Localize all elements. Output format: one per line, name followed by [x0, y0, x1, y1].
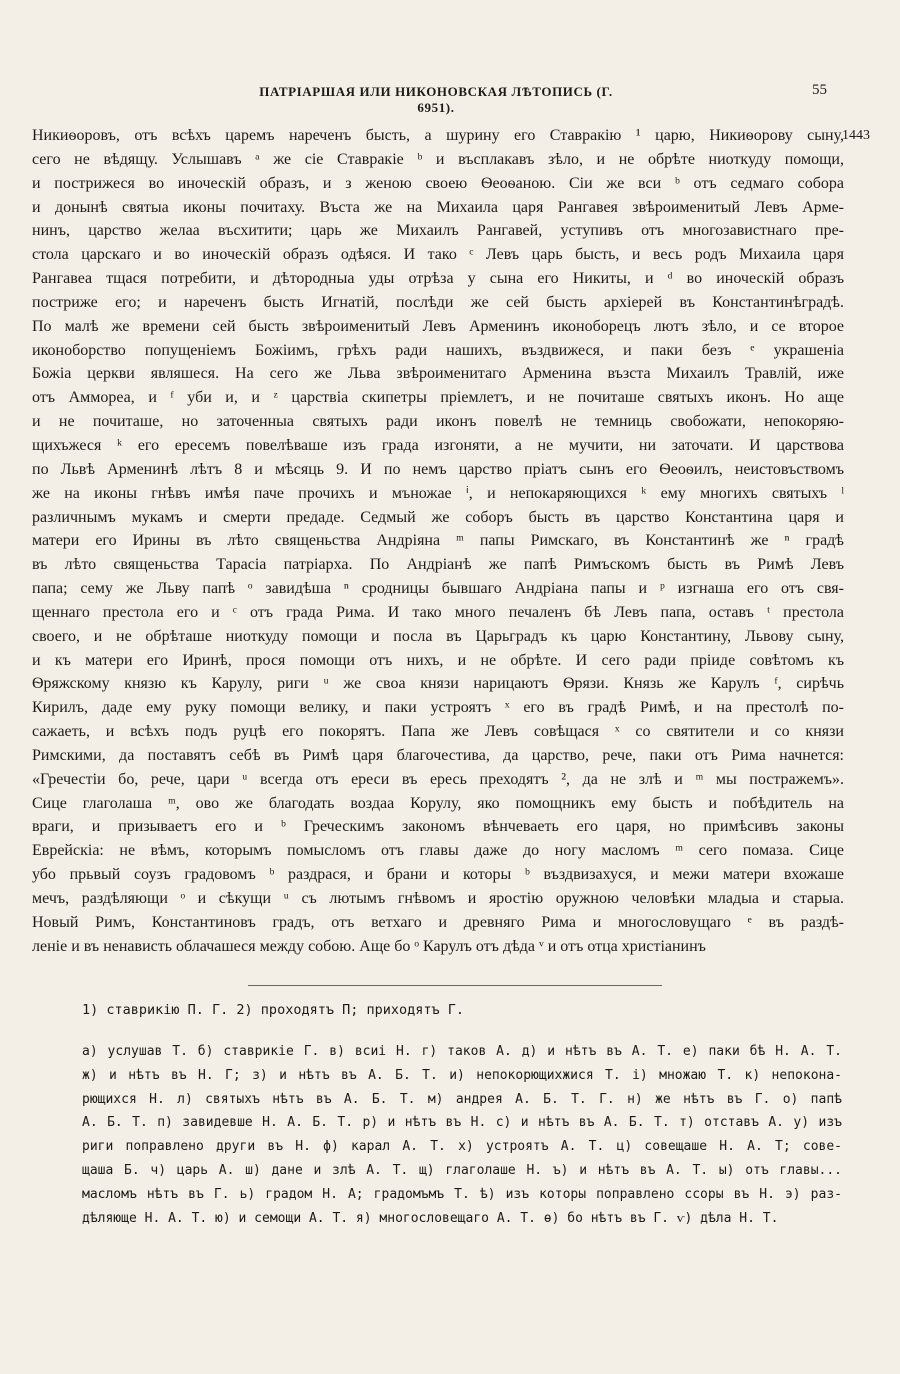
text-line: Никиѳоровъ, отъ всѣхъ царемъ нареченъ бысть, а шурину его Ставракію ¹ царю, Никиѳорову сыну,	[32, 127, 844, 144]
text-line: стола царскаго и во иноческій образъ одѣяся. И тако ᶜ Левъ царь бысть, и весь родъ Михаила царя	[32, 246, 844, 264]
text-line: щихъжеся ᵏ его ересемъ повелѣваше изъ града изгоняти, а не мучити, ни заточати. И царствова	[32, 436, 844, 454]
text-line: своего, и не обрѣташе ниоткуду помощи и посла въ Царьградъ къ царю Константину, Львову сыну,	[32, 627, 844, 645]
text-line: различнымъ мукамъ и смерти предаде. Седмый же соборъ бысть въ царство Константина царя и	[32, 508, 844, 526]
text-line: же на иконы гнѣвъ имѣя паче прочихъ и мъножае ⁱ, и непокаряющихся ᵏ ему многихъ святыхъ ˡ	[32, 484, 844, 502]
text-line: Еврейскіа: не вѣмъ, которымъ помысломъ отъ главы даже до ногу масломъ ᵐ сего помаза. Сице	[32, 842, 844, 860]
footnote-line: А. Б. Т. п) завидевше Н. А. Б. Т. р) и нѣтъ въ Н. с) и нѣтъ въ А. Б. Т. т) отставъ А. у) изъ	[82, 1115, 842, 1131]
text-line: Рангавеа тщася потребити, и дѣтородныа уды отрѣза у сына его Никиты, и ᵈ во иноческій образъ	[32, 270, 844, 288]
running-header: ПАТРІАРШАЯ ИЛИ НИКОНОВСКАЯ ЛѢТОПИСЬ (Г. 6951).	[259, 84, 613, 115]
text-line: нинъ, царство желаа въсхитити; царь же Михаилъ Рангавей, уступивъ отъ многозавистнаго пре-	[32, 222, 844, 240]
footnote-divider	[248, 985, 662, 986]
text-line: Кирилъ, даде ему руку помощи велику, и паки устроятъ ˣ его въ градѣ Римѣ, и на престолѣ по-	[32, 699, 844, 717]
text-line: и донынѣ святыа иконы почитаху. Въста же на Михаила царя Рангавея звѣроименитый Левъ Арме-	[32, 198, 844, 216]
text-line: Римскими, да поставятъ себѣ въ Римѣ царя благочестива, да царство, рече, паки отъ Рима начнется:	[32, 746, 844, 764]
text-line: Божіа церкви являшеся. На сего же Льва звѣроименитаго Арменина възста Михаилъ Травлій, иже	[32, 365, 844, 383]
main-text	[32, 124, 844, 959]
footnote-line: ж) и нѣтъ въ Н. Г; з) и нѣтъ въ А. Б. Т. и) непокорющихжися Т. і) множаю Т. к) непокона-	[82, 1067, 842, 1083]
text-line: Сице глаголаша ᵐ, ово же благодать воздаа Корулу, яко помощникъ ему бысть и побѣдитель на	[32, 794, 844, 812]
footnote-line: щаша Б. ч) царь А. ш) дане и злѣ А. Т. щ) глаголаше Н. ъ) и нѣтъ въ А. Т. ы) отъ главы...	[82, 1162, 842, 1178]
footnote-line: а) услушав Т. б) ставрикіе Г. в) всиі Н. г) таков А. д) и нѣтъ въ А. Т. е) паки бѣ Н. А. Т.	[82, 1044, 842, 1059]
text-line: убо прьвый соузъ градовомъ ᵇ раздрася, и брани и которы ᵇ въздвизахуся, и межи матери вхожаше	[32, 866, 844, 884]
text-line: иконоборство попущеніемъ Божіимъ, грѣхъ ради нашихъ, въздвижеся, и паки безъ ᵉ украшеніа	[32, 341, 844, 359]
page-number: 55	[812, 82, 827, 98]
lettered-footnotes	[82, 1040, 842, 1230]
text-line: сажаеть, и всѣхъ подъ руцѣ его покорятъ. Папа же Левъ совѣщася ˣ со святители и со князи	[32, 723, 844, 741]
text-line: Ѳряжскому князю къ Карулу, риги ᵘ же своа князи нарицаютъ Ѳрязи. Князь же Карулъ ᶠ, сирѣчь	[32, 675, 844, 693]
text-line: матери его Ирины въ лѣто священьства Андріяна ᵐ папы Римскаго, въ Константинѣ же ⁿ градѣ	[32, 532, 844, 550]
text-line: отъ Аммореа, и ᶠ уби и, и ᶻ царствіа скипетры пріемлетъ, и не почиташе святыхъ иконъ. Но аще	[32, 389, 844, 407]
text-line: постриже его; и нареченъ бысть Игнатій, послѣди же сей бысть архіерей въ Константинѣградѣ.	[32, 293, 844, 311]
text-line: щеннаго престола его и ᶜ отъ града Рима. И тако много печаленъ бѣ Левъ папа, оставъ ᵗ престола	[32, 603, 844, 621]
text-line: въ лѣто священьства Тарасіа патріарха. По Андріанѣ же папѣ Римъскомъ бысть въ Римѣ Левъ	[32, 556, 844, 574]
text-line: и не почиташе, но заточенныа святыхъ ради иконъ повелѣ не темниць свобожати, непокоряю-	[32, 413, 844, 431]
margin-year: 1443	[842, 128, 870, 143]
text-line: леніе и въ ненависть облачашеся между собою. Аще бо ᵒ Карулъ отъ дѣда ᵛ и отъ отца христіанинъ	[32, 937, 706, 955]
text-line: По малѣ же времени сей бысть звѣроименитый Левъ Арменинъ иконоборецъ лютъ зѣло, и се второе	[32, 317, 844, 335]
text-line: и пострижеся во иноческій образъ, и з женою своею Ѳеоѳаною. Сіи же вси ᵇ отъ седмаго собора	[32, 174, 844, 192]
footnote-line: дѣляюще Н. А. Т. ю) и семощи А. Т. я) многословещаго А. Т. ѳ) бо нѣтъ въ Г. ѵ) дѣла Н. Т.	[82, 1210, 779, 1226]
footnote-line: рющихся Н. л) святыхъ нѣтъ въ А. Б. Т. м) андрея А. Б. Т. Г. н) же нѣтъ въ Г. о) папѣ	[82, 1091, 842, 1107]
footnote-line: риги поправлено други въ Н. ф) карал А. Т. х) устроятъ А. Т. ц) совещаше Н. А. Т; сове-	[82, 1139, 842, 1155]
text-line: «Гречестіи бо, рече, цари ᵘ всегда отъ ереси въ ересь преходятъ ², да не злѣ и ᵐ мы постражемъ».	[32, 770, 844, 788]
text-line: сего не вѣдящу. Услышавъ ᵃ же сіе Ставракіе ᵇ и въсплакавъ зѣло, и не обрѣте ниоткуду помощи,	[32, 150, 844, 168]
text-line: по Львѣ Арменинѣ лѣтъ 8 и мѣсяць 9. И по немъ царство пріатъ сынъ его Ѳеоѳилъ, неистовъствомъ	[32, 460, 844, 478]
footnote-line: масломъ нѣтъ въ Г. ь) градом Н. А; градомъмъ Т. ѣ) изъ которы поправлено ссоры въ Н. э) раз-	[82, 1186, 842, 1202]
text-line: враги, и призываетъ его и ᵇ Греческимъ закономъ вѣнчеваеть его царя, но примѣсивъ законы	[32, 818, 844, 836]
text-line: и къ матери его Иринѣ, прося помощи отъ нихъ, и не обрѣте. И сего ради пріиде совѣтомъ къ	[32, 651, 844, 669]
numbered-footnotes: 1) ставрикію П. Г. 2) проходятъ П; приходятъ Г.	[82, 1002, 465, 1018]
text-line: папа; сему же Льву папѣ ᵒ завидѣша ⁿ сродницы бывшаго Андріана папы и ᵖ изгнаша его отъ свя-	[32, 580, 844, 598]
text-line: Новый Римъ, Константиновъ градъ, отъ ветхаго и древняго Рима и многословущаго ᵉ въ раздѣ-	[32, 913, 844, 931]
text-line: мечъ, раздѣляющи ᵒ и сѣкущи ᵘ съ лютымъ гнѣвомъ и яростію оружною человѣки младыа и старыа.	[32, 890, 844, 907]
